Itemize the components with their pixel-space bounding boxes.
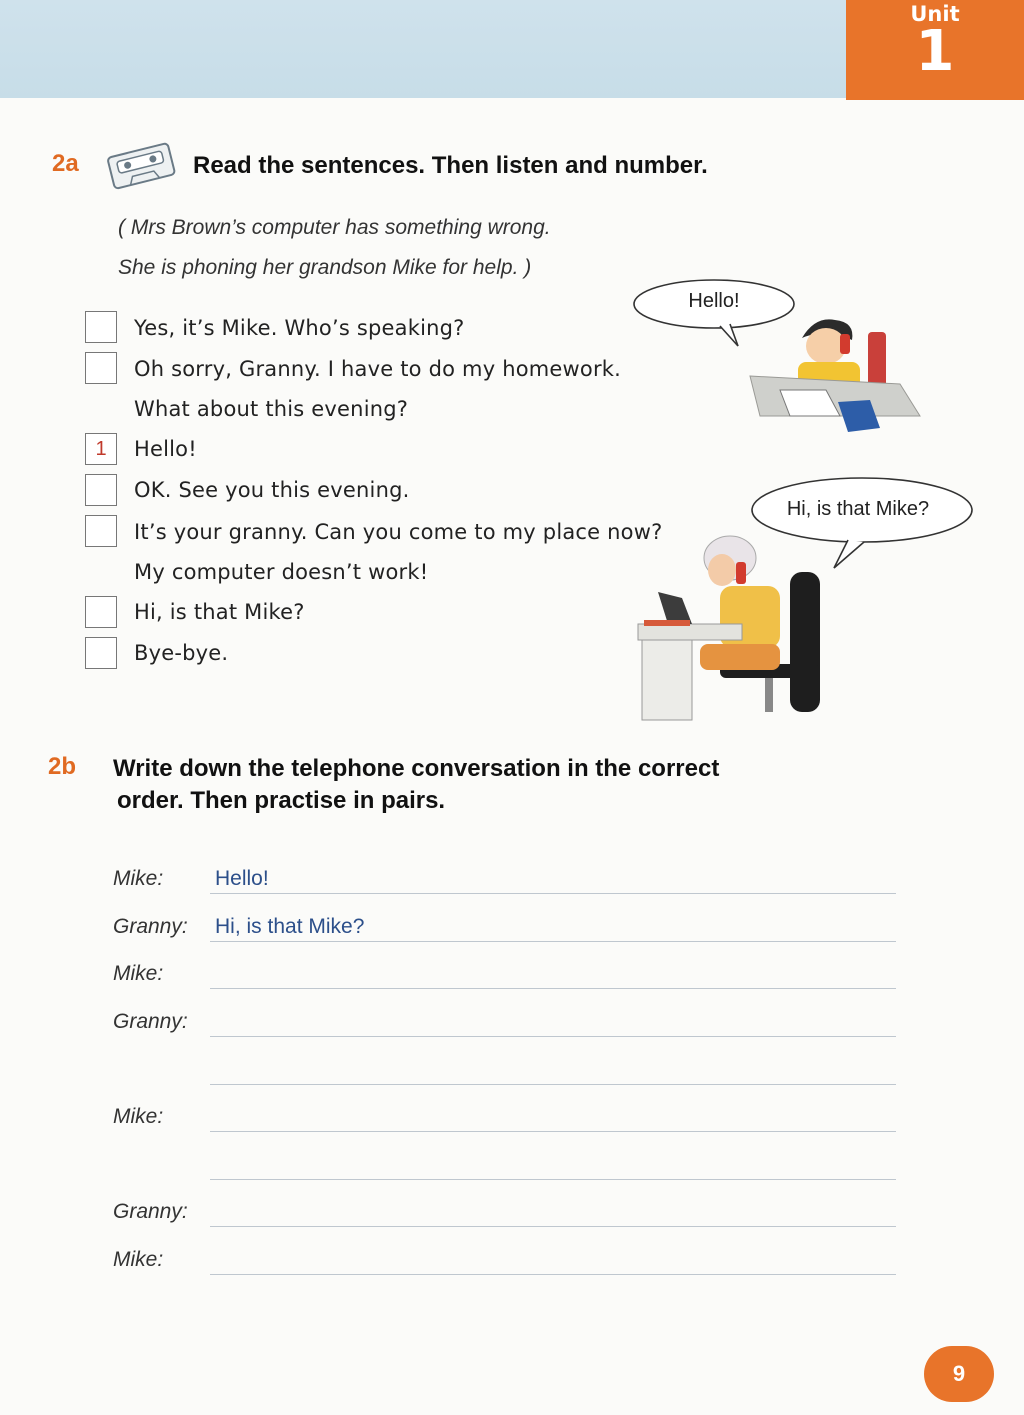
- instruction-2b-line-1: Write down the telephone conversation in the correct: [113, 755, 720, 782]
- number-box-3[interactable]: 1: [85, 433, 117, 465]
- number-box-2[interactable]: [85, 352, 117, 384]
- writing-line-4[interactable]: [210, 1036, 896, 1037]
- writing-line-5[interactable]: [210, 1131, 896, 1132]
- sentence-1: Yes, it’s Mike. Who’s speaking?: [134, 316, 465, 340]
- granny-bubble-text: Hi, is that Mike?: [786, 498, 930, 520]
- granny-desk: [638, 624, 742, 640]
- instruction-2b-line-2: order. Then practise in pairs.: [117, 787, 446, 814]
- instruction-2a: Read the sentences. Then listen and number.: [193, 152, 708, 179]
- granny-trousers: [700, 644, 780, 670]
- page-number: 9: [924, 1346, 994, 1402]
- number-box-7[interactable]: [85, 637, 117, 669]
- chair-post: [765, 678, 773, 712]
- writing-line-4b[interactable]: [210, 1084, 896, 1085]
- speaker-3: Mike:: [113, 962, 164, 985]
- number-box-4[interactable]: [85, 474, 117, 506]
- header-band: [0, 0, 846, 98]
- sentence-6: Hi, is that Mike?: [134, 600, 305, 624]
- writing-line-5b[interactable]: [210, 1179, 896, 1180]
- unit-tab: [846, 0, 1024, 100]
- writing-line-7[interactable]: [210, 1274, 896, 1275]
- sentence-5-line-2: My computer doesn’t work!: [134, 560, 429, 584]
- exercise-number-2b: 2b: [48, 753, 77, 780]
- sentence-2-line-1: Oh sorry, Granny. I have to do my homework.: [134, 357, 622, 381]
- answer-1[interactable]: Hello!: [215, 867, 269, 890]
- number-box-6[interactable]: [85, 596, 117, 628]
- speaker-1: Mike:: [113, 867, 164, 890]
- phone-handset-icon: [840, 334, 850, 354]
- unit-label: Unit: [910, 2, 960, 26]
- writing-line-1[interactable]: [210, 893, 896, 894]
- speaker-7: Mike:: [113, 1248, 164, 1271]
- writing-line-2[interactable]: [210, 941, 896, 942]
- granny-phone-icon: [736, 562, 746, 584]
- writing-line-3[interactable]: [210, 988, 896, 989]
- intro-line-2: She is phoning her grandson Mike for help. ): [118, 256, 532, 279]
- laptop-icon: [658, 592, 692, 624]
- sentence-7: Bye-bye.: [134, 641, 229, 665]
- sentence-2-line-2: What about this evening?: [134, 397, 409, 421]
- granny-bubble-tail: [834, 540, 864, 568]
- office-chair: [790, 572, 820, 712]
- telephone-base: [644, 620, 690, 626]
- sentence-3: Hello!: [134, 437, 197, 461]
- answer-2[interactable]: Hi, is that Mike?: [215, 915, 365, 938]
- desk-drawers: [642, 640, 692, 720]
- speaker-2: Granny:: [113, 915, 188, 938]
- speaker-4: Granny:: [113, 1010, 188, 1033]
- intro-line-1: ( Mrs Brown’s computer has something wrong.: [118, 216, 551, 239]
- writing-line-6[interactable]: [210, 1226, 896, 1227]
- sentence-4: OK. See you this evening.: [134, 478, 410, 502]
- granny-face: [708, 554, 736, 586]
- exercise-number-2a: 2a: [52, 150, 79, 177]
- mike-bubble-text: Hello!: [688, 290, 740, 312]
- sentence-5-line-1: It’s your granny. Can you come to my place now?: [134, 520, 663, 544]
- speaker-5: Mike:: [113, 1105, 164, 1128]
- number-box-1[interactable]: [85, 311, 117, 343]
- unit-number: 1: [915, 19, 955, 84]
- speaker-6: Granny:: [113, 1200, 188, 1223]
- number-box-5[interactable]: [85, 515, 117, 547]
- cassette-icon: [104, 140, 178, 190]
